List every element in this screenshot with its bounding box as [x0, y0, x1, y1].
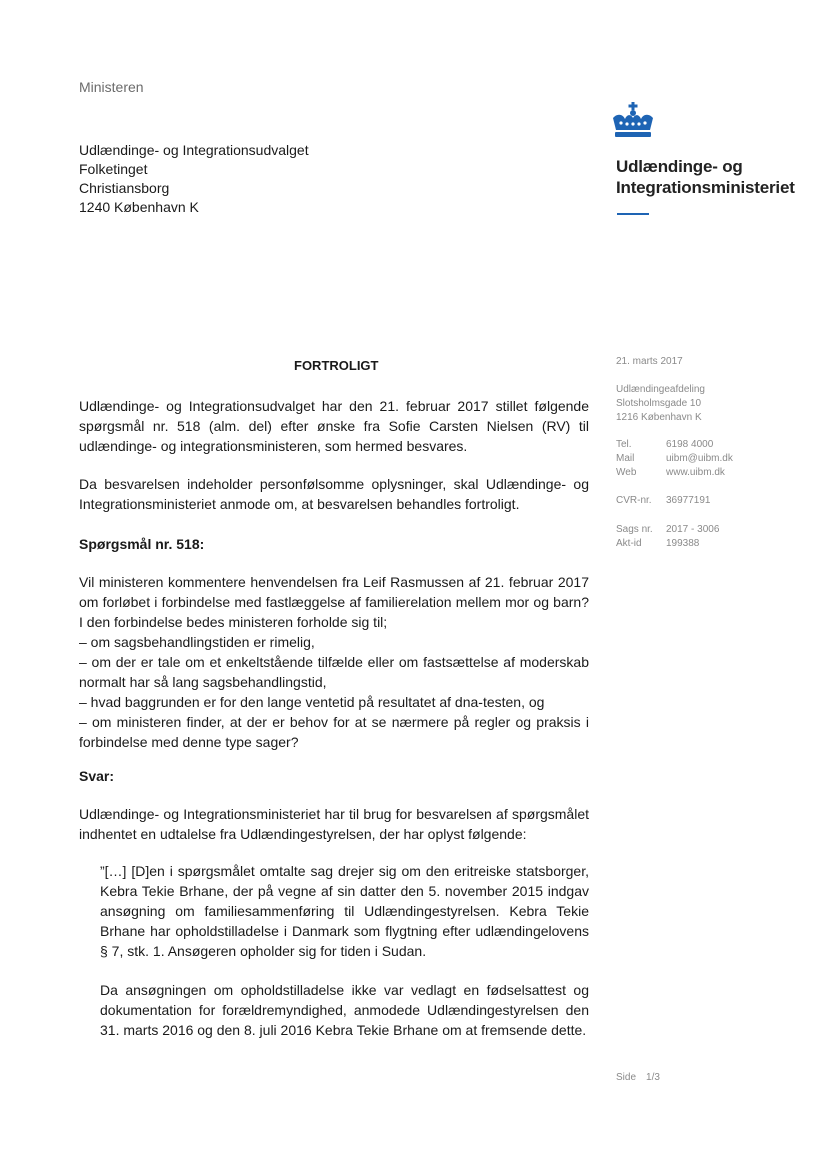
contact-value: uibm@uibm.dk — [666, 453, 733, 464]
page-label: Side — [616, 1072, 637, 1083]
question-line: – om sagsbehandlingstiden er rimelig, — [79, 634, 315, 650]
address-line: Slotsholmsgade 10 — [616, 398, 702, 409]
cvr-row — [616, 494, 711, 508]
case-row — [616, 523, 719, 537]
intro-paragraph: Udlændinge- og Integrationsudvalget har den 21. februar 2017 stillet følgende spørgsmål nr. 518 (alm. del) efter ønske fra Sofie Carsten Nielsen (RV) til udlændinge- og integrationsministeren, som hermed besvares. — [79, 398, 589, 454]
address-line: Udlændingeafdeling — [616, 384, 705, 395]
brand-divider — [617, 213, 649, 215]
cvr-key: CVR-nr. — [616, 495, 652, 506]
contact-value: 6198 4000 — [666, 439, 714, 450]
contact-row-mail — [616, 452, 733, 466]
case-row — [616, 537, 719, 551]
contact-key: Mail — [616, 453, 635, 464]
contact-key: Tel. — [616, 439, 632, 450]
question-line: – om der er tale om et enkeltstående tilfælde eller om fastsættelse af moderskab normalt har så lang sagsbehandlingstid, — [79, 654, 589, 690]
classification-label: FORTROLIGT — [294, 358, 379, 373]
page-value: 1/3 — [646, 1072, 660, 1083]
contact-value: www.uibm.dk — [666, 467, 725, 478]
case-value: 2017 - 3006 — [666, 524, 720, 535]
case-key: Sags nr. — [616, 524, 653, 535]
ministry-name-line: Integrationsministeriet — [616, 178, 795, 197]
page-number — [616, 1072, 670, 1083]
case-key: Akt-id — [616, 538, 642, 549]
answer-intro: Udlændinge- og Integrationsministeriet har til brug for besvarelsen af spørgsmålet indhentet en udtalelse fra Udlændingestyrelsen, der har oplyst følgende: — [79, 806, 589, 842]
confidential-note: Da besvarelsen indeholder personfølsomme oplysninger, skal Udlændinge- og Integrationsministeriet anmode om, at besvarelsen behandles fortroligt. — [79, 476, 589, 512]
department-address — [616, 383, 705, 425]
cvr-value: 36977191 — [666, 495, 711, 506]
contact-row-web — [616, 466, 733, 480]
question-line: – om ministeren finder, at der er behov for at se nærmere på regler og praksis i forbindelse med denne type sager? — [79, 714, 589, 750]
contact-row-tel — [616, 438, 733, 452]
ministry-name-line: Udlændinge- og — [616, 157, 743, 176]
ministry-name — [616, 156, 795, 198]
contact-info — [616, 438, 733, 480]
recipient-address — [79, 141, 309, 217]
crown-icon — [609, 102, 657, 138]
cvr-info — [616, 494, 711, 508]
quote-paragraph: Da ansøgningen om opholdstilladelse ikke var vedlagt en fødselsattest og dokumentation for forældremyndighed, anmodede Udlændingestyrelsen den 31. marts 2016 og den 8. juli 2016 Kebra Tekie Brhane om at fremsende dette. — [100, 982, 589, 1038]
answer-heading: Svar: — [79, 768, 115, 784]
letter-date: 21. marts 2017 — [616, 356, 683, 367]
case-value: 199388 — [666, 538, 700, 549]
question-line: – hvad baggrunden er for den lange ventetid på resultatet af dna-testen, og — [79, 694, 545, 710]
recipient-line: 1240 København K — [79, 199, 199, 215]
question-body — [79, 572, 589, 752]
quote-paragraph: ”[…] [D]en i spørgsmålet omtalte sag drejer sig om den eritreiske statsborger, Kebra Tekie Brhane, der på vegne af sin datter den 5. november 2015 indgav ansøgning om familiesammenføring til Udlændingestyrelsen. Kebra Tekie Brhane har opholdstilladelse i Danmark som flygtning efter udlændingelovens § 7, stk. 1. Ansøgeren opholder sig for tiden i Sudan. — [100, 863, 589, 959]
recipient-line: Christiansborg — [79, 180, 170, 196]
question-line: Vil ministeren kommentere henvendelsen fra Leif Rasmussen af 21. februar 2017 om forløbet i forbindelse med fastlæggelse af familierelation mellem mor og barn? I den forbindelse bedes ministeren forholde sig til; — [79, 574, 589, 630]
question-heading: Spørgsmål nr. 518: — [79, 536, 205, 552]
recipient-line: Folketinget — [79, 161, 148, 177]
sender-label: Ministeren — [79, 79, 144, 95]
recipient-line: Udlændinge- og Integrationsudvalget — [79, 142, 309, 158]
address-line: 1216 København K — [616, 412, 702, 423]
case-info — [616, 523, 719, 551]
contact-key: Web — [616, 467, 637, 478]
